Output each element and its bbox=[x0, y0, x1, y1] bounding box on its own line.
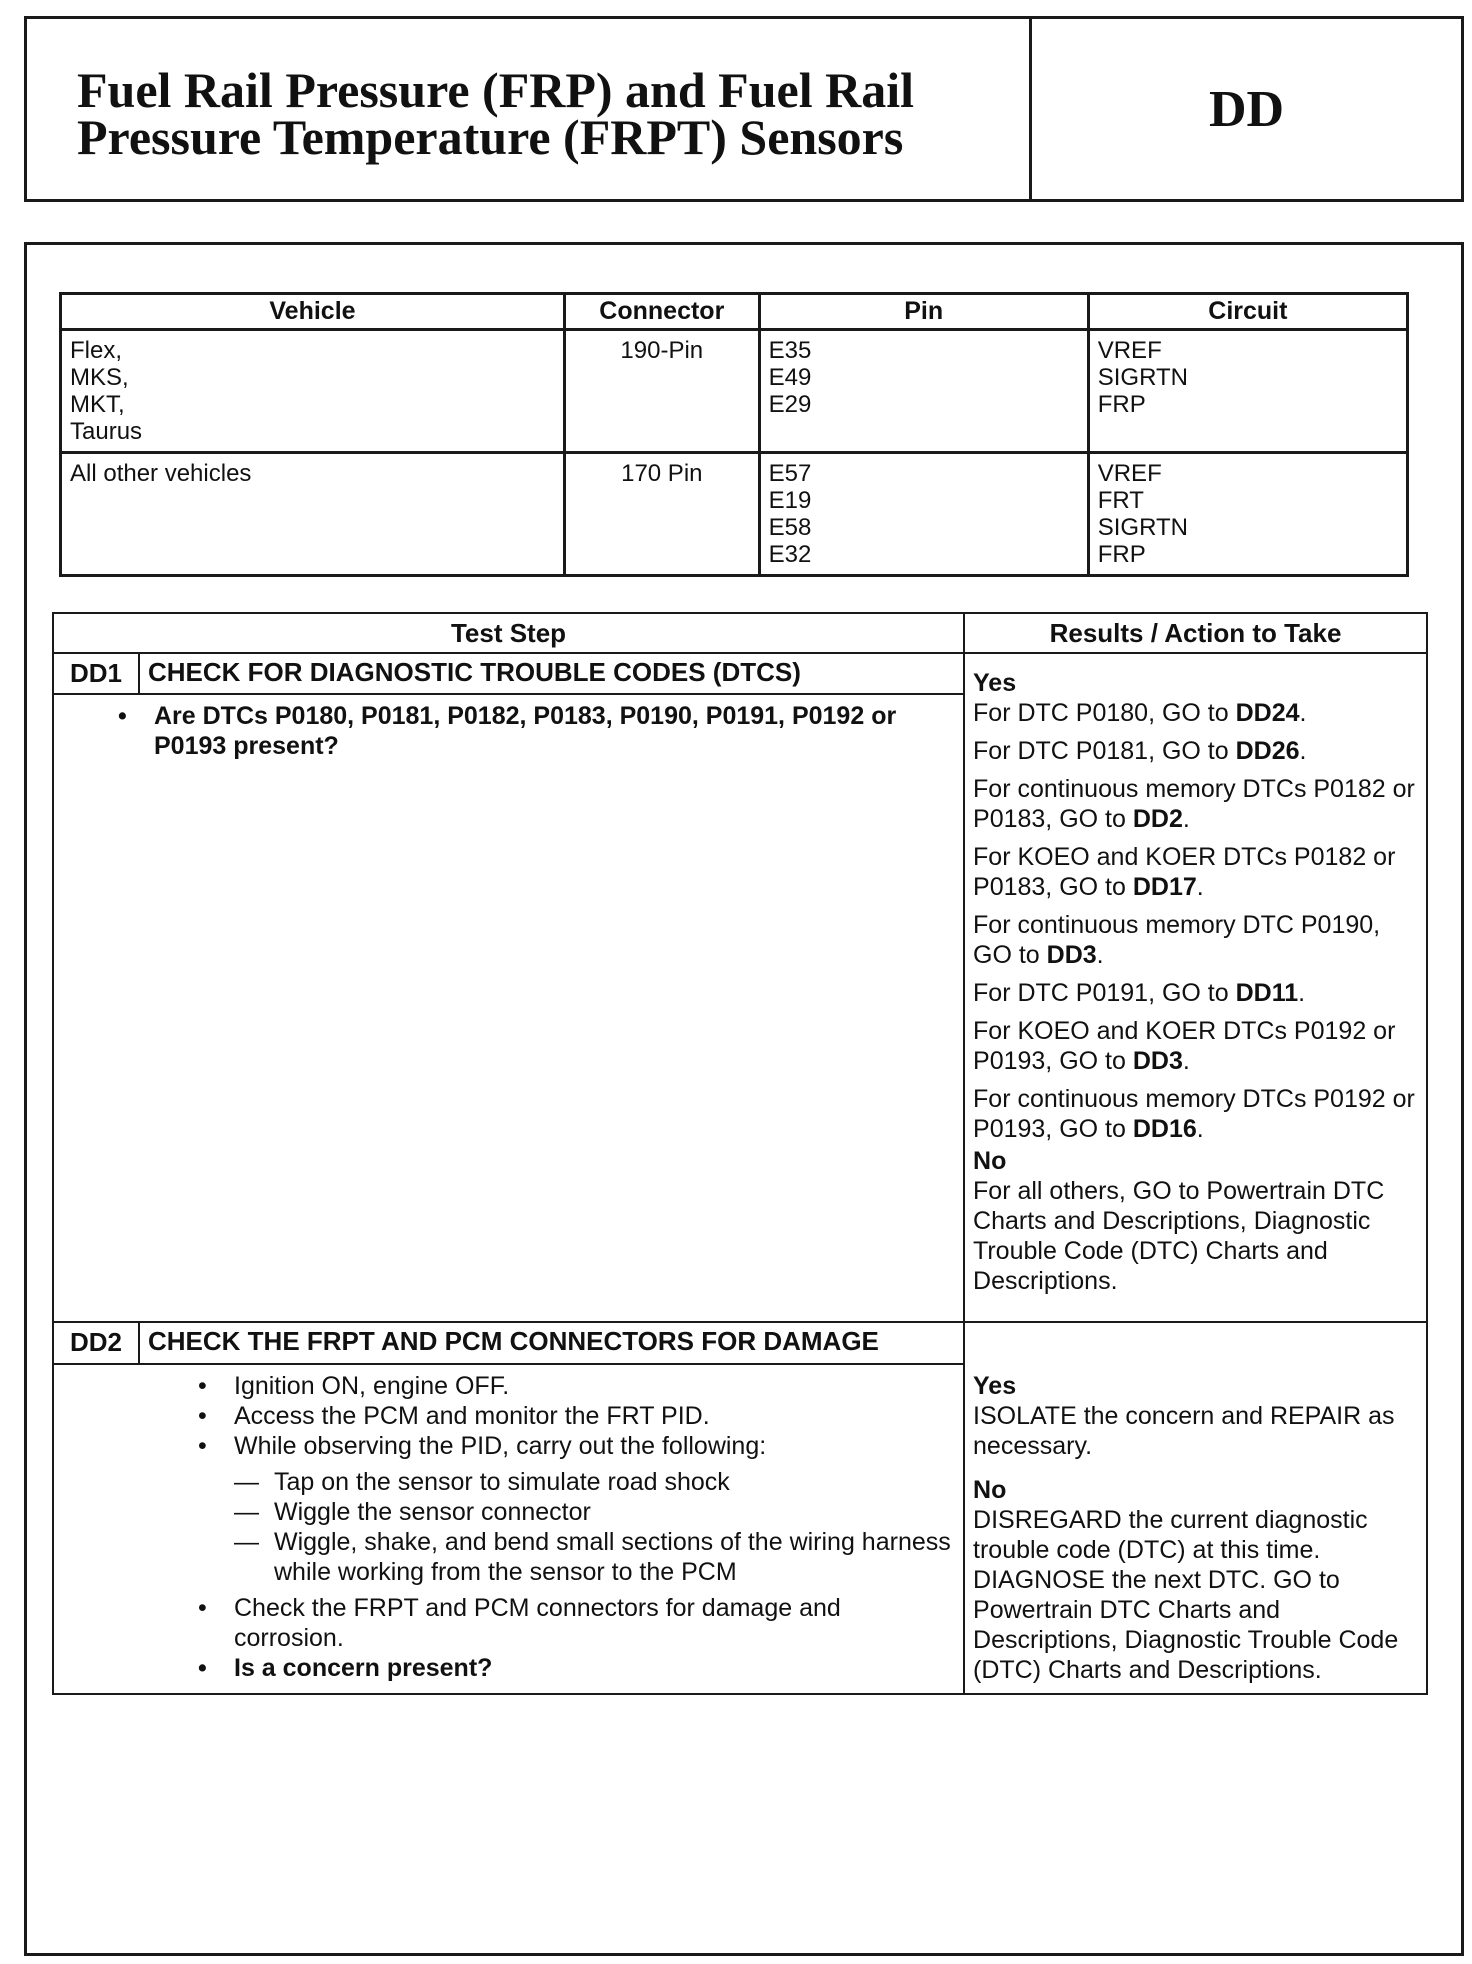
step-instruction: • Access the PCM and monitor the FRT PID. bbox=[194, 1401, 953, 1431]
vehicle-cell bbox=[61, 453, 565, 576]
column-header-pin: Pin bbox=[759, 294, 1088, 330]
column-header-circuit: Circuit bbox=[1088, 294, 1407, 330]
connector-cell: 170 Pin bbox=[564, 453, 759, 576]
step-body bbox=[53, 694, 964, 1322]
goto-step-link[interactable]: DD26 bbox=[1235, 737, 1300, 765]
result-item: For KOEO and KOER DTCs P0182 or P0183, GO to DD17. bbox=[973, 843, 1396, 901]
pin-value: E49 bbox=[768, 364, 812, 391]
step-title: CHECK FOR DIAGNOSTIC TROUBLE CODES (DTCS) bbox=[139, 653, 964, 694]
circuit-value: FRP bbox=[1097, 391, 1146, 418]
step-question: • Are DTCs P0180, P0181, P0182, P0183, P0190, P0191, P0192 or P0193 present? bbox=[114, 701, 953, 761]
goto-step-link[interactable]: DD2 bbox=[1132, 805, 1183, 833]
circuit-cell bbox=[1088, 330, 1407, 453]
step-results bbox=[964, 653, 1427, 1322]
no-label: No bbox=[973, 1476, 1007, 1504]
yes-label: Yes bbox=[973, 1372, 1017, 1400]
pin-cell bbox=[759, 330, 1088, 453]
pin-value: E58 bbox=[768, 514, 812, 541]
page-title bbox=[27, 19, 1032, 199]
no-label: No bbox=[973, 1147, 1007, 1175]
step-id: DD1 bbox=[53, 653, 139, 694]
circuit-value: FRP bbox=[1097, 541, 1146, 568]
result-item: For continuous memory DTCs P0192 or P0193, GO to DD16. bbox=[973, 1085, 1415, 1143]
step-title: CHECK THE FRPT AND PCM CONNECTORS FOR DAMAGE bbox=[139, 1322, 964, 1364]
yes-result-text: ISOLATE the concern and REPAIR as necessary. bbox=[973, 1402, 1395, 1460]
circuit-value: VREF bbox=[1097, 460, 1162, 487]
result-item: For continuous memory DTC P0190, GO to DD3. bbox=[973, 911, 1381, 969]
step-title-row bbox=[53, 653, 1427, 694]
column-header-test-step: Test Step bbox=[53, 613, 964, 653]
diagnostic-header-row bbox=[53, 613, 1427, 653]
goto-step-link[interactable]: DD3 bbox=[1046, 941, 1097, 969]
circuit-value: SIGRTN bbox=[1097, 364, 1188, 391]
pin-value: E32 bbox=[768, 541, 812, 568]
connector-cell: 190-Pin bbox=[564, 330, 759, 453]
column-header-vehicle: Vehicle bbox=[61, 294, 565, 330]
table-row bbox=[61, 330, 1408, 453]
pin-value: E35 bbox=[768, 337, 812, 364]
circuit-cell bbox=[1088, 453, 1407, 576]
step-title-row bbox=[53, 1322, 1427, 1364]
page-title-line-2: Pressure Temperature (FRPT) Sensors bbox=[77, 109, 904, 165]
pin-value: E57 bbox=[768, 460, 812, 487]
step-instruction: • Ignition ON, engine OFF. bbox=[194, 1371, 953, 1401]
goto-step-link[interactable]: DD11 bbox=[1235, 979, 1299, 1007]
diagnostic-table bbox=[52, 612, 1428, 1695]
page-title-line-1: Fuel Rail Pressure (FRP) and Fuel Rail bbox=[77, 62, 914, 118]
vehicle-name: Flex, bbox=[70, 337, 123, 364]
column-header-connector: Connector bbox=[564, 294, 759, 330]
circuit-value: SIGRTN bbox=[1097, 514, 1188, 541]
result-item: For KOEO and KOER DTCs P0192 or P0193, GO to DD3. bbox=[973, 1017, 1396, 1075]
no-result-text: DISREGARD the current diagnostic trouble code (DTC) at this time. DIAGNOSE the next DTC. GO to Powertrain DTC Charts and Descriptions, Diagnostic Trouble Code (DTC) Charts and Descriptions. bbox=[973, 1506, 1399, 1684]
goto-step-link[interactable]: DD17 bbox=[1132, 873, 1197, 901]
page-header bbox=[24, 16, 1464, 202]
table-row bbox=[61, 453, 1408, 576]
pin-table bbox=[59, 292, 1409, 577]
step-sub-instruction: — Wiggle the sensor connector bbox=[194, 1497, 953, 1527]
pin-table-header-row bbox=[61, 294, 1408, 330]
goto-step-link[interactable]: DD3 bbox=[1132, 1047, 1183, 1075]
step-sub-instruction: — Wiggle, shake, and bend small sections of the wiring harness while working from the sensor to the PCM bbox=[194, 1527, 953, 1587]
pin-value: E29 bbox=[768, 391, 812, 418]
step-results bbox=[964, 1322, 1427, 1694]
step-instruction: • Check the FRPT and PCM connectors for damage and corrosion. bbox=[194, 1593, 953, 1653]
result-item: For continuous memory DTCs P0182 or P0183, GO to DD2. bbox=[973, 775, 1415, 833]
vehicle-name: All other vehicles bbox=[70, 460, 252, 487]
circuit-value: FRT bbox=[1097, 487, 1144, 514]
pin-value: E19 bbox=[768, 487, 812, 514]
step-id: DD2 bbox=[53, 1322, 139, 1364]
vehicle-name: MKS, bbox=[70, 364, 129, 391]
vehicle-name: MKT, bbox=[70, 391, 125, 418]
goto-step-link[interactable]: DD16 bbox=[1132, 1115, 1197, 1143]
result-item: For DTC P0180, GO to DD24. bbox=[973, 699, 1307, 727]
result-item: For DTC P0181, GO to DD26. bbox=[973, 737, 1307, 765]
pin-cell bbox=[759, 453, 1088, 576]
vehicle-cell bbox=[61, 330, 565, 453]
yes-label: Yes bbox=[973, 669, 1017, 697]
vehicle-name: Taurus bbox=[70, 418, 143, 445]
column-header-results: Results / Action to Take bbox=[964, 613, 1427, 653]
step-sub-instruction: — Tap on the sensor to simulate road shock bbox=[194, 1467, 953, 1497]
result-item: For DTC P0191, GO to DD11. bbox=[973, 979, 1306, 1007]
no-result-text: For all others, GO to Powertrain DTC Charts and Descriptions, Diagnostic Trouble Code (DTC) Charts and Descriptions. bbox=[973, 1177, 1385, 1295]
section-code: DD bbox=[1208, 80, 1285, 138]
goto-step-link[interactable]: DD24 bbox=[1235, 699, 1300, 727]
step-instruction: • While observing the PID, carry out the following: bbox=[194, 1431, 953, 1461]
step-question: • Is a concern present? bbox=[194, 1653, 953, 1683]
step-body bbox=[53, 1364, 964, 1694]
circuit-value: VREF bbox=[1097, 337, 1162, 364]
